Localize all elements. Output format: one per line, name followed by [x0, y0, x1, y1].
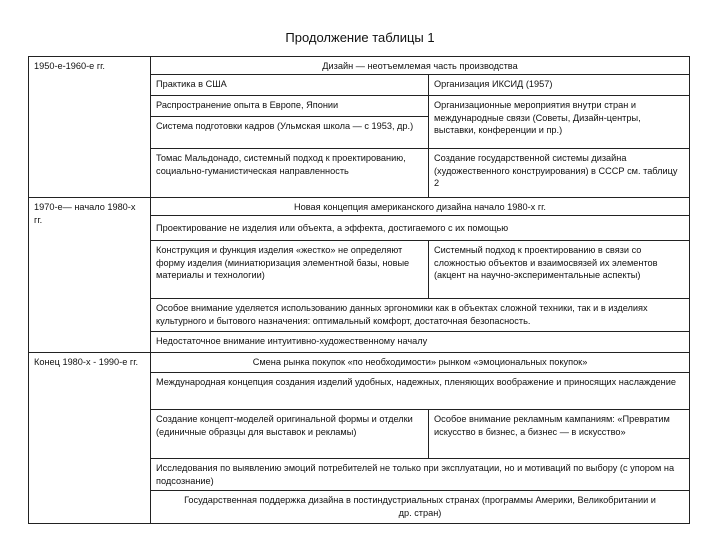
section-header: Дизайн — неотъемлемая часть производства: [150, 56, 690, 75]
table-cell: Конструкция и функция изделия «жестко» не определяют форму изделия (миниатюризация элементной базы, новые материалы и технологии): [150, 240, 429, 299]
table-cell: Исследования по выявлению эмоций потребителей не только при эксплуатации, но и мотиваций по выбору (с упором на подсознание): [150, 458, 690, 491]
table-cell: Практика в США: [150, 74, 429, 96]
table-cell: Международная концепция создания изделий удобных, надежных, пленяющих воображение и приносящих наслаждение: [150, 372, 690, 410]
period-cell: Конец 1980-х - 1990-е гг.: [28, 352, 151, 524]
table-cell: Организация ИКСИД (1957): [428, 74, 690, 96]
table-cell: Организационные мероприятия внутри стран и международные связи (Советы, Дизайн-центры, выставки, конференции и пр.): [428, 95, 690, 149]
section-header: Новая концепция американского дизайна начало 1980-х гг.: [150, 197, 690, 216]
table-cell: Особое внимание уделяется использованию данных эргономики как в объектах сложной техники, так и в изделиях культурного и бытового назначения: оптимальный комфорт, достаточная безопасность.: [150, 298, 690, 332]
table-cell: Недостаточное внимание интуитивно-художественному началу: [150, 331, 690, 353]
table-cell: Проектирование не изделия или объекта, а эффекта, достигаемого с их помощью: [150, 215, 690, 241]
page-title: Продолжение таблицы 1: [285, 30, 435, 45]
table-cell: Распространение опыта в Европе, Японии: [150, 95, 429, 117]
table-cell: Государственная поддержка дизайна в постиндустриальных странах (программы Америки, Великобритании и др. стран): [150, 490, 690, 524]
section-header: Смена рынка покупок «по необходимости» рынком «эмоциональных покупок»: [150, 352, 690, 373]
period-cell: 1950-е-1960-е гг.: [28, 56, 151, 198]
table-cell: Система подготовки кадров (Ульмская школа — с 1953, др.): [150, 116, 429, 149]
table-cell: Системный подход к проектированию в связи со сложностью объектов и взаимосвязей их элементов (акцент на научно-экспериментальные аспекты): [428, 240, 690, 299]
table-cell: Особое внимание рекламным кампаниям: «Превратим искусство в бизнес, а бизнес — в искусство»: [428, 409, 690, 459]
table-cell: Создание концепт-моделей оригинальной формы и отделки (единичные образцы для выставок и рекламы): [150, 409, 429, 459]
table-cell: Томас Мальдонадо, системный подход к проектированию, социально-гуманистическая направленность: [150, 148, 429, 198]
table-cell: Создание государственной системы дизайна (художественного конструирования) в СССР см. таблицу 2: [428, 148, 690, 198]
period-cell: 1970-е— начало 1980-х гг.: [28, 197, 151, 353]
